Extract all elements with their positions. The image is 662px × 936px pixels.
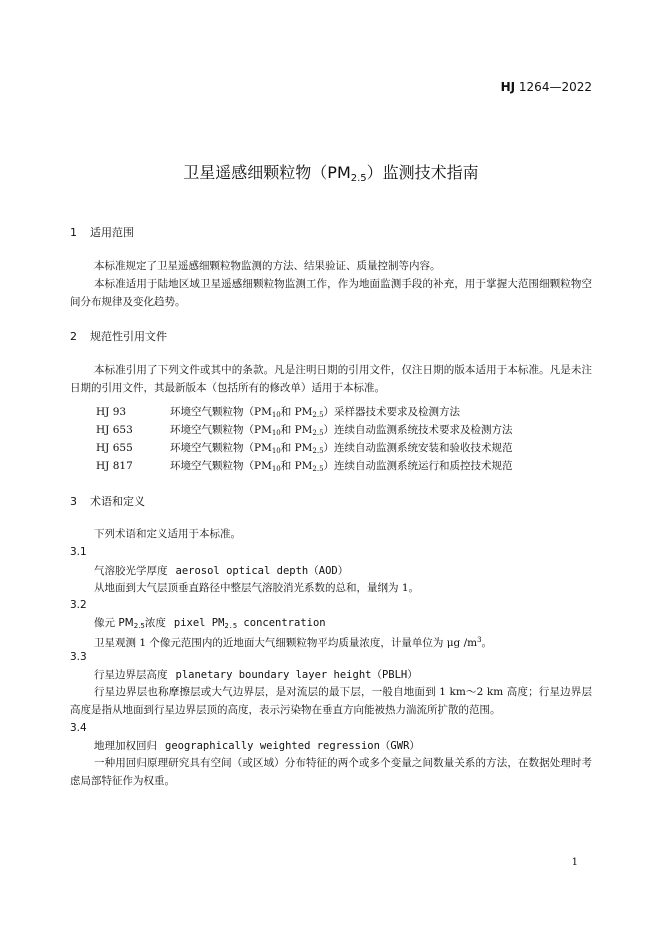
term-title: 行星边界层高度 planetary boundary layer height（PBLH）: [94, 669, 418, 681]
term-definition: 一种用回归原理研究具有空间（或区域）分布特征的两个或多个变量之间数量关系的方法，在数据处理时考虑局部特征作为权重。: [70, 757, 592, 787]
reference-row: HJ 817 环境空气颗粒物（$PM_{10}$和 $PM_{2.5}$）连续自动监测系统运行和质控技术规范: [96, 460, 513, 473]
term-number: 3.1: [70, 546, 87, 558]
s1-paragraph-1: 本标准规定了卫星遥感细颗粒物监测的方法、结果验证、质量控制等内容。: [94, 260, 441, 272]
term-title: 地理加权回归 geographically weighted regression（GWR）: [94, 740, 420, 752]
term-definition: 从地面到大气层顶垂直路径中整层气溶胶消光系数的总和，量纲为 1。: [94, 582, 420, 594]
reference-row: HJ 653 环境空气颗粒物（$PM_{10}$和 $PM_{2.5}$）连续自动监测系统技术要求及检测方法: [96, 424, 513, 437]
section-heading-1: 1 适用范围: [70, 226, 134, 239]
s3-intro: 下列术语和定义适用于本标准。: [94, 528, 241, 540]
reference-row: HJ 93 环境空气颗粒物（$PM_{10}$和 $PM_{2.5}$）采样器技术要求及检测方法: [96, 406, 461, 419]
term-definition: 卫星观测 1 个像元范围内的近地面大气细颗粒物平均质量浓度，计量单位为 μg $/m^3$。: [94, 636, 493, 649]
term-number: 3.3: [70, 651, 87, 663]
page-number: 1: [571, 857, 578, 868]
s1-paragraph-2: 本标准适用于陆地区域卫星遥感细颗粒物监测工作，作为地面监测手段的补充，用于掌握大范围细颗粒物空间分布规律及变化趋势。: [70, 278, 592, 308]
standard-code: HJ 1264—2022: [500, 80, 592, 94]
term-number: 3.4: [70, 722, 87, 734]
term-number: 3.2: [70, 599, 87, 611]
term-title: 气溶胶光学厚度 aerosol optical depth（AOD）: [94, 565, 349, 577]
page-title: 卫星遥感细颗粒物$(PM_{2.5})$监测技术指南: [183, 163, 479, 184]
section-heading-2: 2 规范性引用文件: [70, 330, 167, 343]
s2-intro: 本标准引用了下列文件或其中的条款。凡是注明日期的引用文件，仅注日期的版本适用于本标准。凡是未注日期的引用文件，其最新版本（包括所有的修改单）适用于本标准。: [70, 364, 592, 394]
reference-row: HJ 655 环境空气颗粒物（$PM_{10}$和 $PM_{2.5}$）连续自动监测系统安装和验收技术规范: [96, 442, 513, 455]
term-title: 像元 $PM_{2.5}$浓度 pixel $PM_{2.5}$ concentration: [94, 617, 326, 630]
section-heading-3: 3 术语和定义: [70, 495, 145, 508]
term-definition: 行星边界层也称摩擦层或大气边界层，是对流层的最下层，一般自地面到 1 km～2 km 高度；行星边界层高度是指从地面到行星边界层顶的高度，表示污染物在垂直方向能被热力湍流所扩散的范围。: [70, 686, 592, 716]
